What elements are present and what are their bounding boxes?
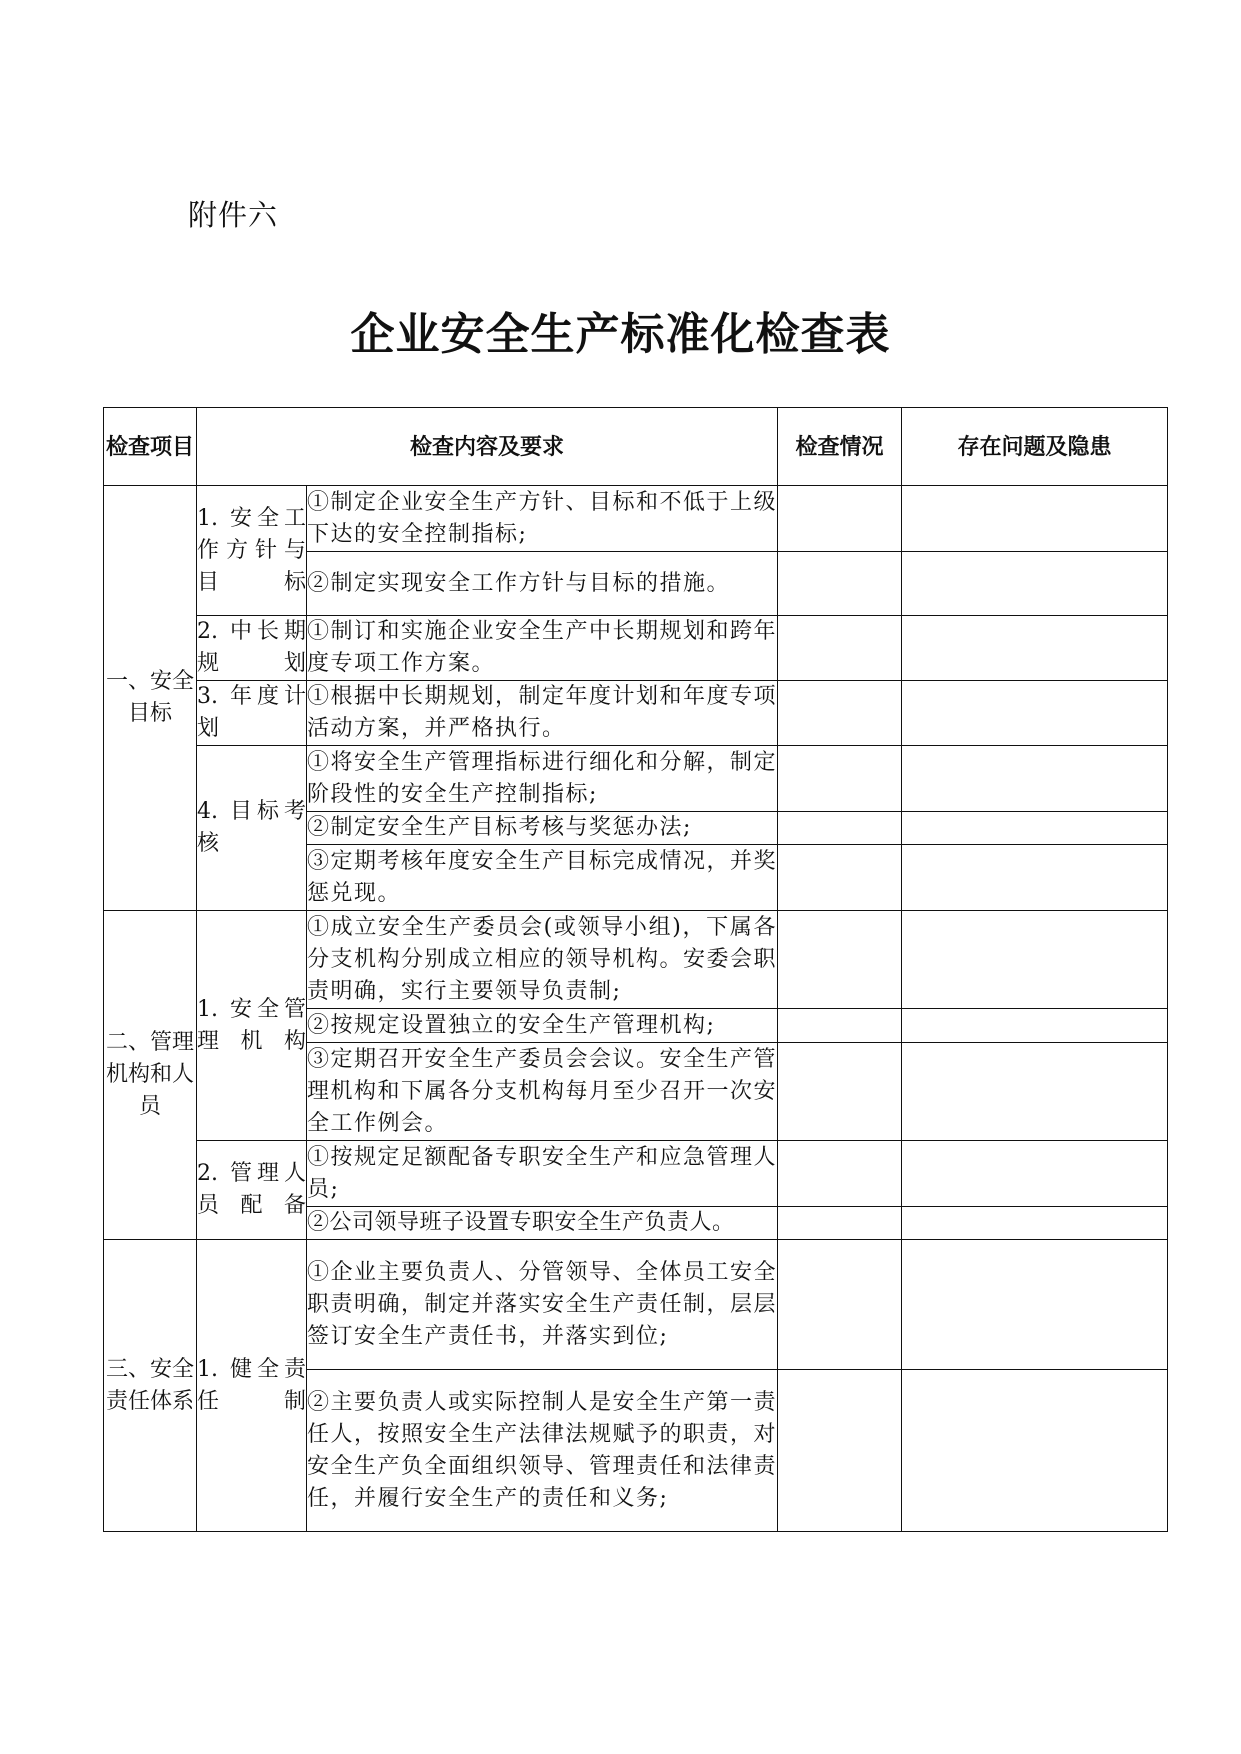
requirement-cell: ①制订和实施企业安全生产中长期规划和跨年度专项工作方案。 [307, 616, 778, 681]
requirement-cell: ②制定安全生产目标考核与奖惩办法; [307, 812, 778, 845]
category-cell: 二、管理机构和人员 [104, 911, 197, 1240]
issues-cell[interactable] [902, 1141, 1168, 1207]
requirement-cell: ①将安全生产管理指标进行细化和分解，制定阶段性的安全生产控制指标; [307, 746, 778, 812]
subcategory-cell: 1. 健全责任制 [197, 1240, 307, 1532]
subcategory-cell: 4. 目标考核 [197, 746, 307, 911]
table-row [104, 681, 1168, 746]
check-status-cell[interactable] [778, 1141, 902, 1207]
subcategory-cell: 2. 管理人员配备 [197, 1141, 307, 1240]
subcategory-cell: 1. 安全管理机构 [197, 911, 307, 1141]
requirement-cell: ①按规定足额配备专职安全生产和应急管理人员; [307, 1141, 778, 1207]
check-status-cell[interactable] [778, 812, 902, 845]
requirement-cell: ②公司领导班子设置专职安全生产负责人。 [307, 1207, 778, 1240]
check-status-cell[interactable] [778, 1009, 902, 1043]
header-check-content: 检查内容及要求 [197, 408, 778, 486]
issues-cell[interactable] [902, 1043, 1168, 1141]
header-check-status: 检查情况 [778, 408, 902, 486]
attachment-label: 附件六 [188, 198, 279, 232]
category-cell: 一、安全目标 [104, 486, 197, 911]
requirement-cell: ①成立安全生产委员会(或领导小组)，下属各分支机构分别成立相应的领导机构。安委会职责明确，实行主要领导负责制; [307, 911, 778, 1009]
check-status-cell[interactable] [778, 486, 902, 552]
category-cell: 三、安全责任体系 [104, 1240, 197, 1532]
table-row [104, 1240, 1168, 1370]
issues-cell[interactable] [902, 1207, 1168, 1240]
table-row [104, 1141, 1168, 1207]
issues-cell[interactable] [902, 1009, 1168, 1043]
check-status-cell[interactable] [778, 1043, 902, 1141]
requirement-cell: ③定期召开安全生产委员会会议。安全生产管理机构和下属各分支机构每月至少召开一次安全工作例会。 [307, 1043, 778, 1141]
check-status-cell[interactable] [778, 552, 902, 616]
page-title: 企业安全生产标准化检查表 [350, 309, 891, 360]
table-row [104, 911, 1168, 1009]
requirement-cell: ①企业主要负责人、分管领导、全体员工安全职责明确，制定并落实安全生产责任制，层层签订安全生产责任书，并落实到位; [307, 1240, 778, 1370]
issues-cell[interactable] [902, 616, 1168, 681]
issues-cell[interactable] [902, 812, 1168, 845]
requirement-cell: ①制定企业安全生产方针、目标和不低于上级下达的安全控制指标; [307, 486, 778, 552]
check-status-cell[interactable] [778, 845, 902, 911]
issues-cell[interactable] [902, 486, 1168, 552]
issues-cell[interactable] [902, 681, 1168, 746]
check-status-cell[interactable] [778, 911, 902, 1009]
check-status-cell[interactable] [778, 1370, 902, 1532]
requirement-cell: ①根据中长期规划，制定年度计划和年度专项活动方案，并严格执行。 [307, 681, 778, 746]
requirement-cell: ②制定实现安全工作方针与目标的措施。 [307, 552, 778, 616]
issues-cell[interactable] [902, 845, 1168, 911]
issues-cell[interactable] [902, 746, 1168, 812]
requirement-cell: ②按规定设置独立的安全生产管理机构; [307, 1009, 778, 1043]
issues-cell[interactable] [902, 1370, 1168, 1532]
table-row [104, 486, 1168, 552]
issues-cell[interactable] [902, 552, 1168, 616]
check-status-cell[interactable] [778, 1240, 902, 1370]
requirement-cell: ②主要负责人或实际控制人是安全生产第一责任人，按照安全生产法律法规赋予的职责，对安全生产负全面组织领导、管理责任和法律责任，并履行安全生产的责任和义务; [307, 1370, 778, 1532]
header-check-item: 检查项目 [104, 408, 197, 486]
subcategory-cell: 2. 中长期规划 [197, 616, 307, 681]
check-status-cell[interactable] [778, 1207, 902, 1240]
check-status-cell[interactable] [778, 681, 902, 746]
table-row [104, 616, 1168, 681]
issues-cell[interactable] [902, 1240, 1168, 1370]
subcategory-cell: 1. 安全工作方针与目标 [197, 486, 307, 616]
requirement-cell: ③定期考核年度安全生产目标完成情况，并奖惩兑现。 [307, 845, 778, 911]
check-status-cell[interactable] [778, 616, 902, 681]
check-status-cell[interactable] [778, 746, 902, 812]
table-row [104, 746, 1168, 812]
issues-cell[interactable] [902, 911, 1168, 1009]
subcategory-cell: 3. 年度计划 [197, 681, 307, 746]
inspection-table [103, 407, 1168, 1532]
header-issues: 存在问题及隐患 [902, 408, 1168, 486]
